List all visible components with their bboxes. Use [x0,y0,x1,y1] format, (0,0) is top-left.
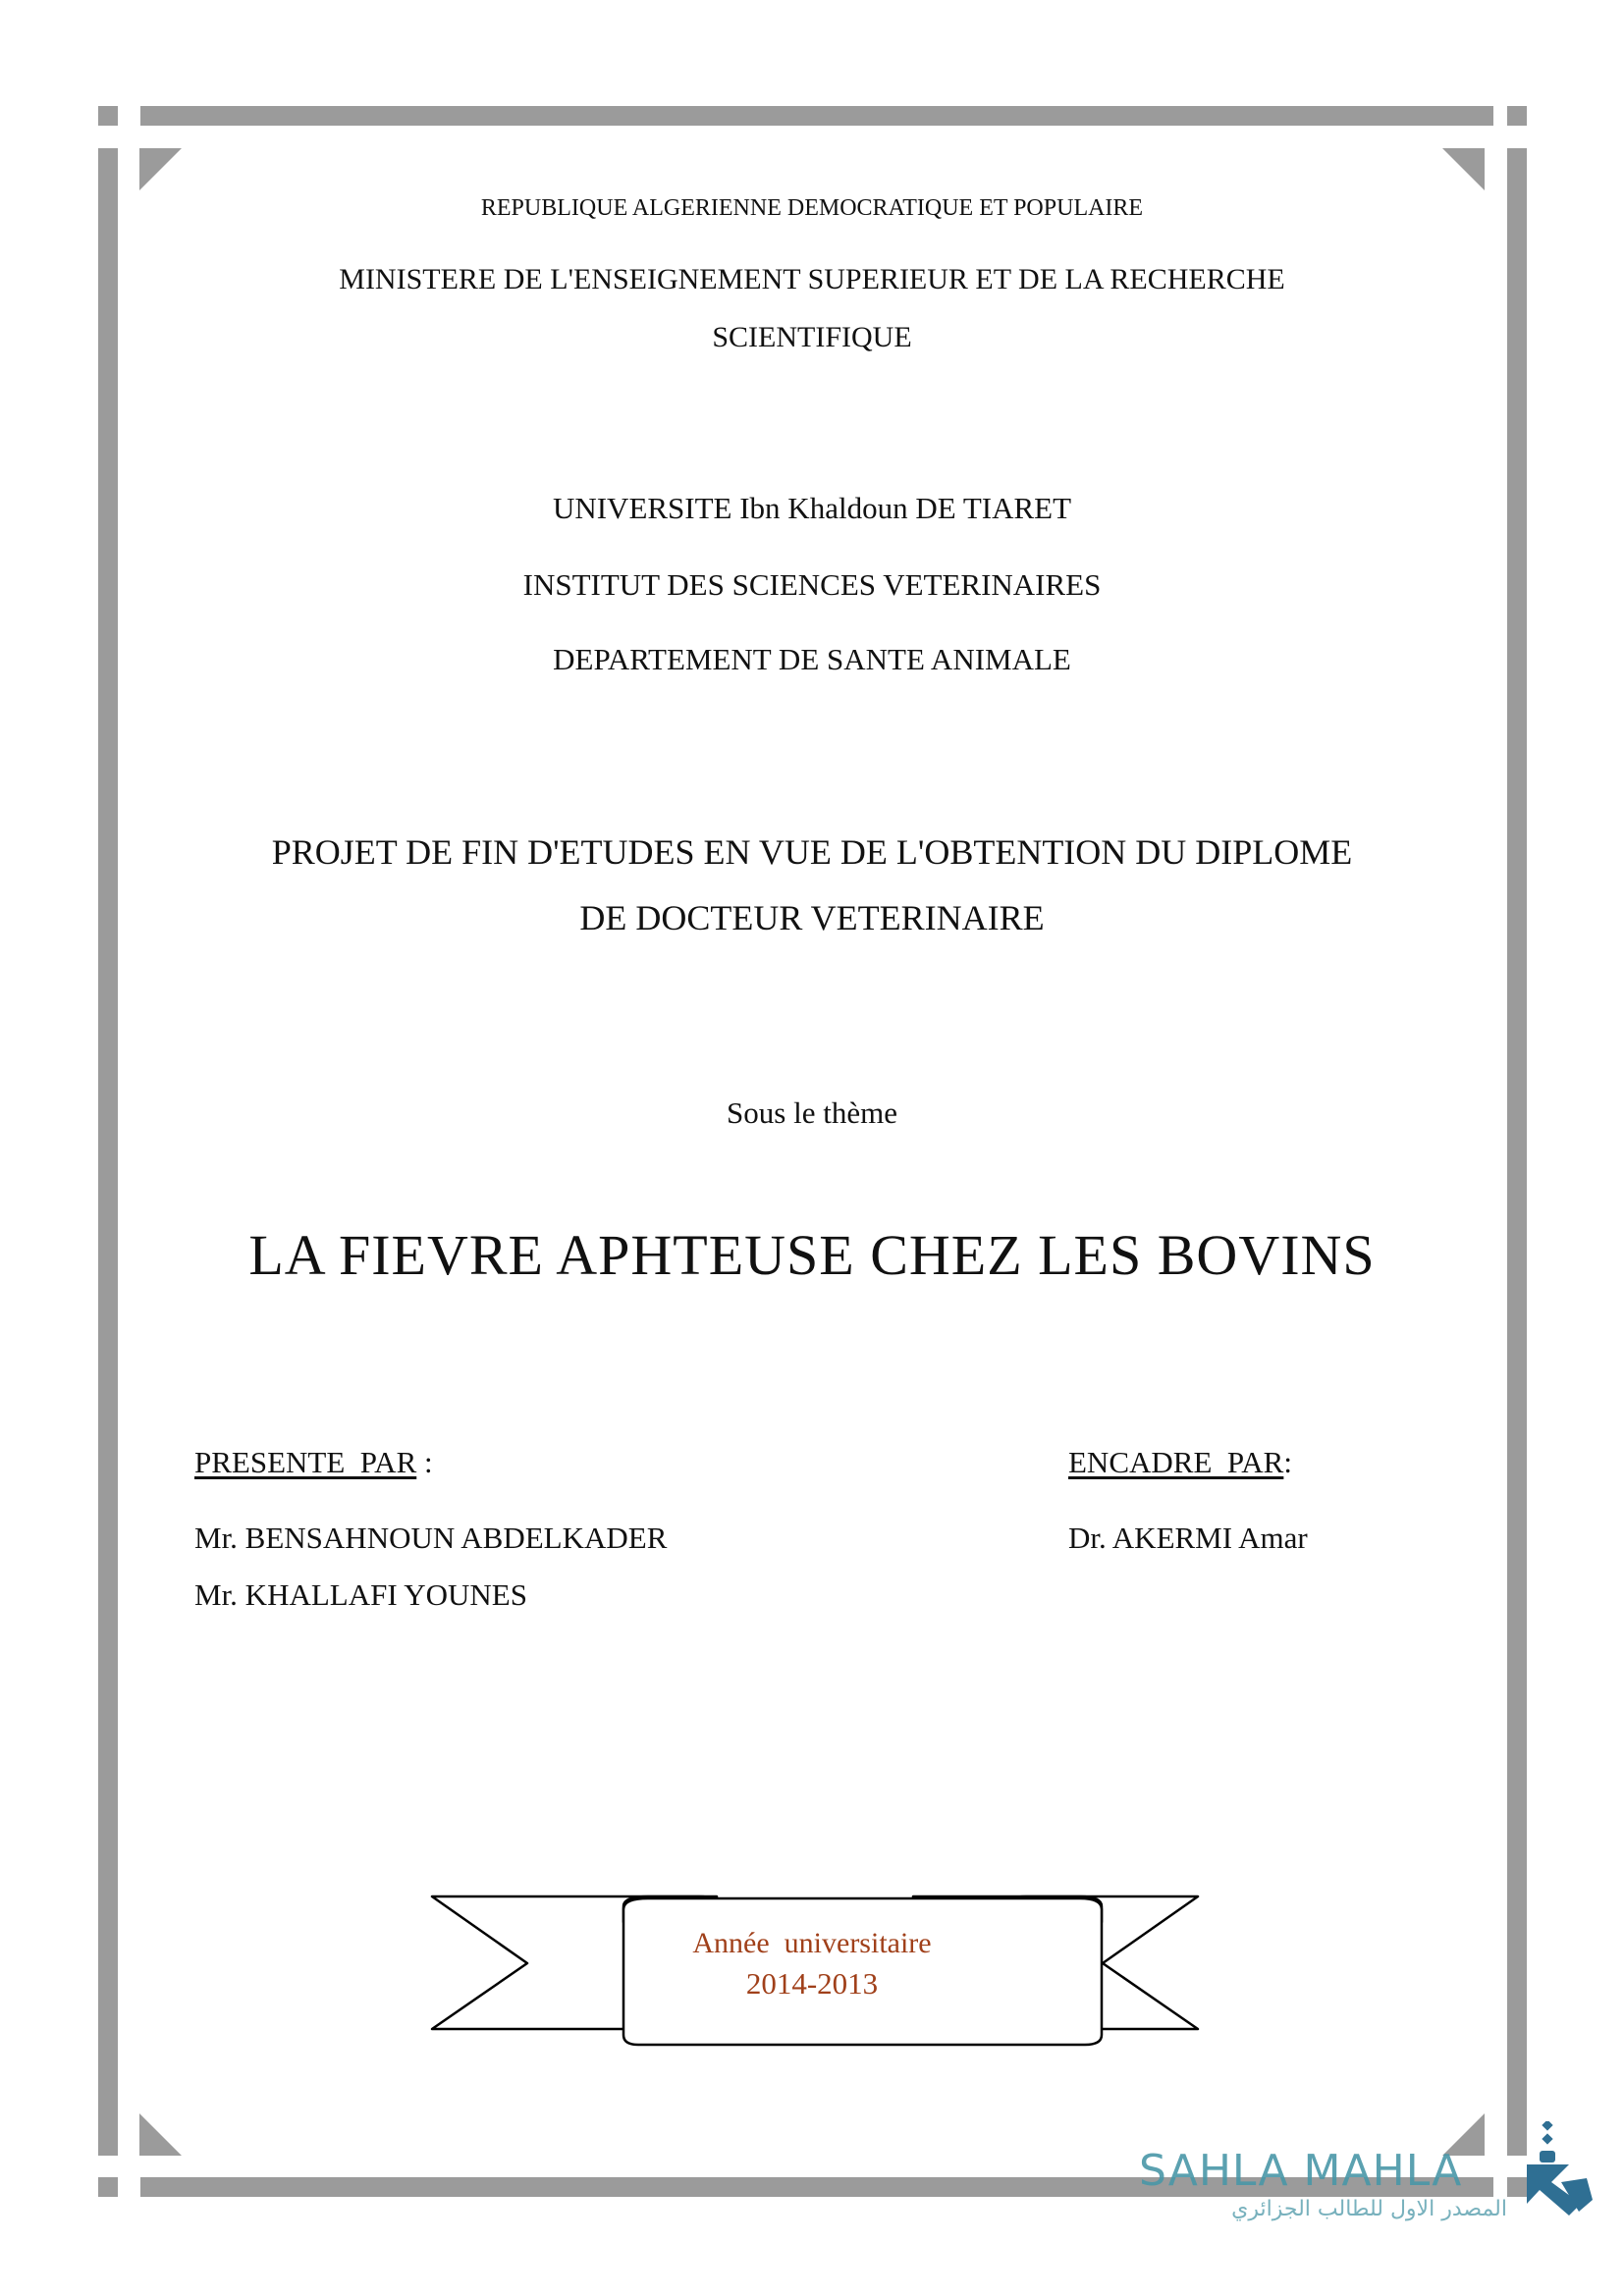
calligraphy-logo-icon [1522,2121,1610,2219]
supervisor-name: Dr. AKERMI Amar [1068,1521,1308,1555]
republic-heading: REPUBLIQUE ALGERIENNE DEMOCRATIQUE ET POPULAIRE [480,195,1144,221]
department-name: DEPARTEMENT DE SANTE ANIMALE [553,642,1071,676]
theme-label: Sous le thème [727,1095,897,1130]
watermark-tagline: المصدر الاول للطالب الجزائري [1231,2197,1507,2221]
ministry-line2: SCIENTIFIQUE [712,321,912,353]
project-line2: DE DOCTEUR VETERINAIRE [579,898,1045,937]
colon: : [416,1445,433,1479]
watermark-brand: SAHLA MAHLA [1139,2146,1463,2196]
academic-year: 2014-2013 [745,1966,879,2001]
institute-name: INSTITUT DES SCIENCES VETERINAIRES [522,567,1102,602]
ministry-line1: MINISTERE DE L'ENSEIGNEMENT SUPERIEUR ET DE LA RECHERCHE [339,263,1285,295]
academic-year-label: Année universitaire [692,1927,932,1959]
supervised-by-label: ENCADRE PAR [1068,1445,1284,1479]
presented-by-label: PRESENTE PAR [194,1445,417,1479]
student-name: Mr. KHALLAFI YOUNES [194,1577,527,1612]
project-line1: PROJET DE FIN D'ETUDES EN VUE DE L'OBTENTION DU DIPLOME [271,832,1353,872]
sahla-mahla-watermark [1139,2146,1591,2244]
thesis-title: LA FIEVRE APHTEUSE CHEZ LES BOVINS [248,1223,1376,1287]
student-name: Mr. BENSAHNOUN ABDELKADER [194,1521,668,1555]
university-name: UNIVERSITE Ibn Khaldoun DE TIARET [552,491,1072,525]
colon: : [1283,1445,1292,1479]
